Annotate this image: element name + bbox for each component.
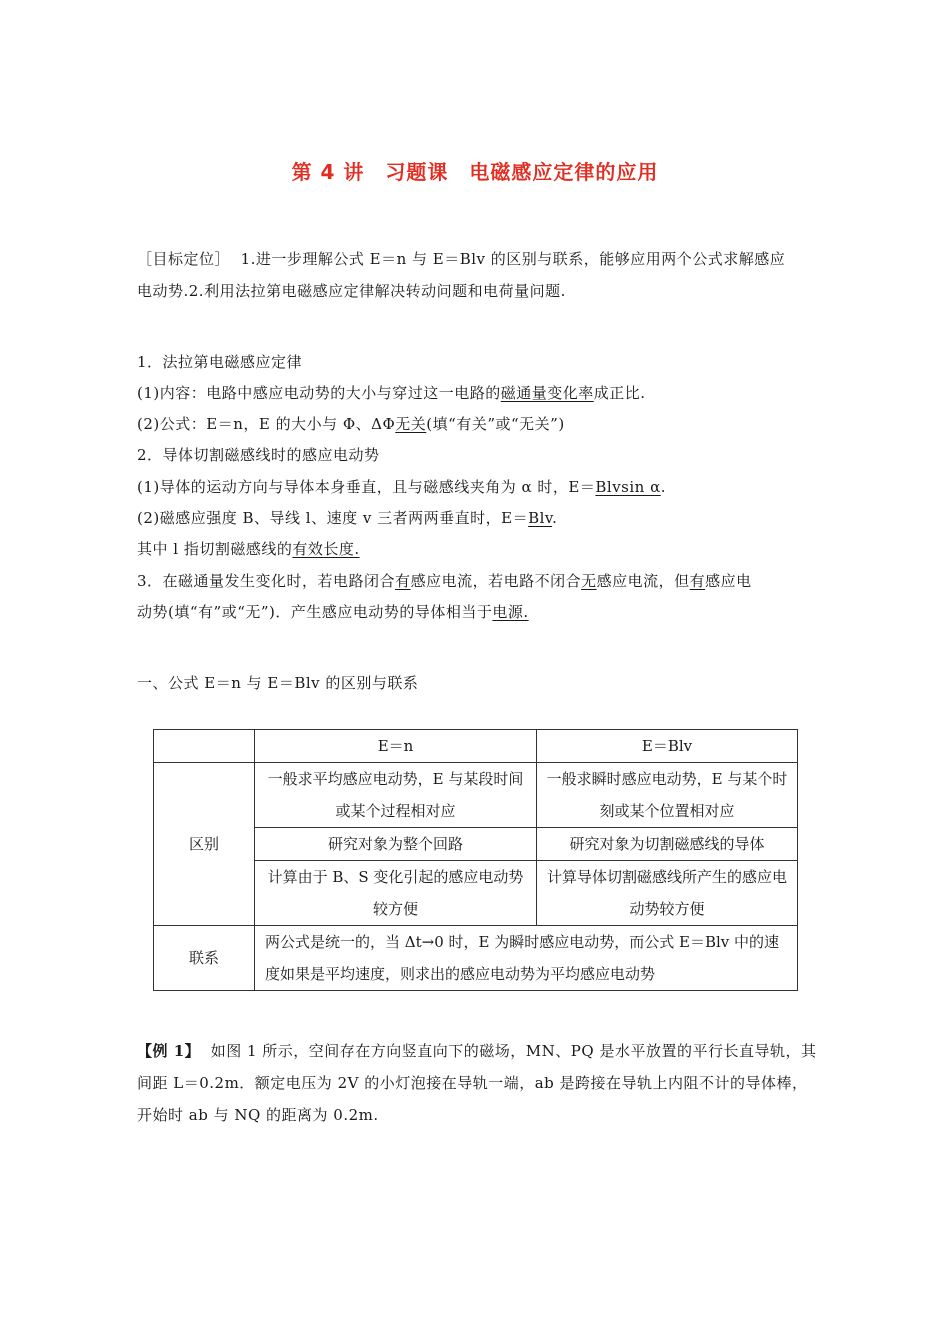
review-line-flux-1: 3．在磁通量发生变化时，若电路闭合有感应电流，若电路不闭合无感应电流，但有感应电 [137,572,752,590]
example-line-3: 开始时 ab 与 NQ 的距离为 0.2m. [137,1106,379,1124]
review-line-flux-2: 动势(填“有”或“无”)．产生感应电动势的导体相当于电源. [137,603,529,621]
objective-text-1: 1.进一步理解公式 E＝n 与 E＝Blv 的区别与联系，能够应用两个公式求解感应 [240,250,786,268]
table-row [154,763,798,828]
table-header-row [154,730,798,763]
page-title: 第 4 讲 习题课 电磁感应定律的应用 [291,160,659,184]
example-label: 【例 1】 [137,1042,201,1060]
objective-label: ［目标定位］ [137,250,231,268]
review-line-length: 其中 l 指切割磁感线的有效长度. [137,540,360,558]
table-cell: 一般求平均感应电动势，E 与某段时间或某个过程相对应 [255,763,537,828]
blank-answer: 有效长度. [292,540,360,558]
blank-answer: 磁通量变化率 [500,384,594,402]
blank-answer: 有 [395,572,411,590]
review-line-angle: (1)导体的运动方向与导体本身垂直，且与磁感线夹角为 α 时，E＝Blvsin α. [137,478,667,496]
blank-answer: Blv [528,509,553,527]
review-line-formula: (2)公式：E＝n，E 的大小与 Φ、ΔΦ无关(填“有关”或“无关”) [137,415,565,433]
objective-line-1 [137,248,785,269]
table-cell: 一般求瞬时感应电动势，E 与某个时刻或某个位置相对应 [537,763,798,828]
review-line-perpendicular: (2)磁感应强度 B、导线 l、速度 v 三者两两垂直时，E＝Blv. [137,509,558,527]
table-cell: 研究对象为切割磁感线的导体 [537,828,798,861]
table-link-text: 两公式是统一的，当 Δt→0 时，E 为瞬时感应电动势，而公式 E＝Blv 中的速度如果是平均速度，则求出的感应电动势为平均感应电动势 [255,926,798,991]
table-cell: 研究对象为整个回路 [255,828,537,861]
objective-line-2: 电动势.2.利用法拉第电磁感应定律解决转动问题和电荷量问题. [137,282,566,300]
table-diff-label: 区别 [154,763,255,926]
table-corner-cell [154,730,255,763]
review-heading-1: 1．法拉第电磁感应定律 [137,353,303,371]
comparison-table [153,729,798,991]
table-header-col1: E＝n [255,730,537,763]
table-cell: 计算导体切割磁感线所产生的感应电动势较方便 [537,861,798,926]
table-link-label: 联系 [154,926,255,991]
review-line-content: (1)内容：电路中感应电动势的大小与穿过这一电路的磁通量变化率成正比. [137,384,646,402]
blank-answer: Blvsin α [595,478,661,496]
blank-answer: 无 [581,572,597,590]
table-header-col2: E＝Blv [537,730,798,763]
section-heading: 一、公式 E＝n 与 E＝Blv 的区别与联系 [137,674,419,692]
blank-answer: 有 [689,572,706,590]
example-line-2: 间距 L＝0.2m．额定电压为 2V 的小灯泡接在导轨一端，ab 是跨接在导轨上内阻不计的导体棒， [137,1074,808,1092]
example-line-1: 【例 1】 如图 1 所示，空间存在方向竖直向下的磁场，MN、PQ 是水平放置的平行长直导轨，其 [137,1042,817,1060]
review-heading-2: 2．导体切割磁感线时的感应电动势 [137,446,380,464]
table-link-row [154,926,798,991]
table-cell: 计算由于 B、S 变化引起的感应电动势较方便 [255,861,537,926]
blank-answer: 无关 [395,415,427,433]
blank-answer: 电源. [492,603,529,621]
